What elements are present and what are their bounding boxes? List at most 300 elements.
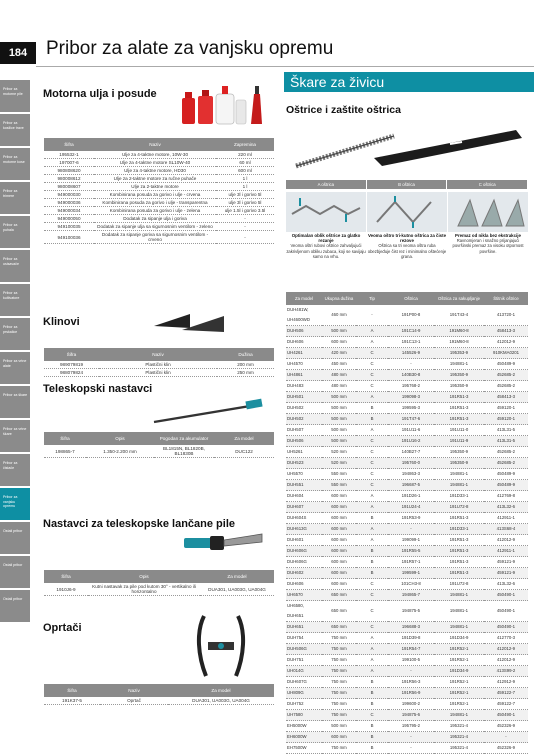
table-cell: 194881-1 <box>434 590 484 601</box>
table-row <box>44 215 274 223</box>
table-cell: 101CH3-8 <box>388 579 434 590</box>
table-cell: 191R56-3 <box>388 677 434 688</box>
table-cell: 450490-1 <box>484 710 528 721</box>
table-cell: 191U11-6 <box>388 425 434 436</box>
table-cell: DUH502 <box>286 414 322 425</box>
table-cell: DUH601 <box>286 535 322 546</box>
table-cell: 195321-4 <box>434 732 484 743</box>
table-cell: DUH613G <box>286 524 322 535</box>
table-cell: Dodatak za sipanje ulja i goriva <box>94 215 216 223</box>
wedges-section-title: Klinovi <box>43 316 80 328</box>
table-cell: 194881-1 <box>434 469 484 480</box>
table-cell: 140B27-7 <box>388 447 434 458</box>
table-cell: 195353-9 <box>434 348 484 359</box>
table-cell: 191R52-1 <box>434 655 484 666</box>
table-cell: - <box>484 732 528 743</box>
table-cell: 600 ml <box>216 167 274 175</box>
table-cell: 450489-9 <box>484 480 528 491</box>
table-cell: 195532-1 <box>44 151 94 159</box>
table-cell: 459122-7 <box>484 699 528 710</box>
table-cell: 452685-2 <box>484 381 528 392</box>
table-cell: 191P00-8 <box>388 305 434 326</box>
table-cell: B <box>356 721 388 732</box>
table-row <box>286 326 528 337</box>
table-cell: Plastični klin <box>99 361 217 369</box>
table-cell: EH7500W <box>286 743 322 754</box>
table-cell: 600 mm <box>322 513 356 524</box>
table-cell: 650 mm <box>322 622 356 633</box>
table-cell: C <box>356 359 388 370</box>
table-cell: 195350-9 <box>434 458 484 469</box>
table-row <box>44 445 274 458</box>
table-cell: UH4570 <box>286 359 322 370</box>
table-cell: EH5000W <box>286 721 322 732</box>
table-cell: 191U16-2 <box>388 436 434 447</box>
table-row <box>44 583 274 596</box>
table-cell: B <box>356 513 388 524</box>
table-cell: 459122-7 <box>484 688 528 699</box>
page-title: Pribor za alate za vanjsku opremu <box>46 38 334 59</box>
table-cell: 500 mm <box>322 721 356 732</box>
side-tab-item[interactable]: Pribor za čistače <box>0 454 30 487</box>
table-cell: 949000036 <box>44 199 94 207</box>
table-cell: UH809G <box>286 688 322 699</box>
side-tab-item[interactable]: Pribor za kultivatore <box>0 284 30 317</box>
table-cell: 500 mm <box>322 403 356 414</box>
table-cell: ulje 1.5l i gorivo 3.5l <box>216 207 274 215</box>
side-tab-item[interactable]: Pribor za puhala <box>0 216 30 249</box>
table-row <box>286 436 528 447</box>
table-cell: 458413-3 <box>484 326 528 337</box>
table-cell: 1.350-2.200 mm <box>86 445 154 458</box>
table-cell: 191R57-1 <box>388 557 434 568</box>
title-divider <box>36 66 534 67</box>
table-cell: C <box>356 370 388 381</box>
table-cell: 1910J6-9 <box>44 583 88 596</box>
table-cell: 949000034 <box>44 207 94 215</box>
table-cell: 194881-1 <box>434 601 484 622</box>
table-cell: C <box>356 590 388 601</box>
table-row <box>286 699 528 710</box>
table-row <box>286 305 528 326</box>
table-cell: 191D39-8 <box>388 633 434 644</box>
table-cell: B <box>356 403 388 414</box>
table-cell: 191U11-9 <box>434 436 484 447</box>
table-cell: 195350-9 <box>434 381 484 392</box>
table-row <box>44 175 274 183</box>
table-cell: 197007-6 <box>44 159 94 167</box>
table-row <box>286 622 528 633</box>
table-cell: DUH651 <box>286 622 322 633</box>
table-cell: DUH606 <box>286 337 322 348</box>
blade-type-c: C oštrica <box>447 180 528 189</box>
table-cell: 194881-1 <box>434 359 484 370</box>
table-cell: 450490-1 <box>484 601 528 622</box>
table-cell: 191R55-5 <box>388 546 434 557</box>
table-cell: Ulje za 2-taktne motore za ručne puhače <box>94 175 216 183</box>
table-cell: C <box>356 447 388 458</box>
blade-type-b: B oštrica <box>367 180 448 189</box>
table-cell: 412911-1 <box>484 513 528 524</box>
table-cell: 459120-1 <box>484 414 528 425</box>
table-row <box>286 601 528 622</box>
table-cell: 195350-9 <box>434 447 484 458</box>
table-cell: 191D33-1 <box>434 524 484 535</box>
table-cell: 195321-4 <box>434 743 484 754</box>
table-row <box>286 655 528 666</box>
table-row <box>286 480 528 491</box>
table-cell: 196688-3 <box>388 622 434 633</box>
table-cell: C <box>356 579 388 590</box>
table-row <box>286 677 528 688</box>
table-row <box>286 513 528 524</box>
table-header-cell: Za model <box>214 432 274 445</box>
table-cell: 600 mm <box>322 491 356 502</box>
table-cell: EH6000W <box>286 732 322 743</box>
table-cell: 500 mm <box>322 425 356 436</box>
table-cell: 191D33-1 <box>434 491 484 502</box>
table-header-cell: Zapremina <box>216 138 274 151</box>
table-cell: 750 mm <box>322 633 356 644</box>
table-row <box>286 535 528 546</box>
table-cell: 450 mm <box>322 359 356 370</box>
table-cell: B <box>356 568 388 579</box>
table-cell: 520 mm <box>322 447 356 458</box>
table-cell: C <box>356 458 388 469</box>
table-cell: - <box>388 666 434 677</box>
table-cell: 220 ml <box>216 151 274 159</box>
table-cell: 191R52-1 <box>434 699 484 710</box>
harness-image <box>186 612 256 680</box>
table-cell: DUH502 <box>286 403 322 414</box>
page-number: 184 <box>0 42 36 64</box>
side-tab-item[interactable]: Ostali pribor <box>0 522 30 555</box>
table-cell: 949000030 <box>44 191 94 199</box>
table-row <box>286 721 528 732</box>
table-cell: 196687-5 <box>388 480 434 491</box>
table-row <box>286 392 528 403</box>
table-cell: A <box>356 337 388 348</box>
table-cell: 1 l <box>216 183 274 191</box>
table-cell: 500 mm <box>322 326 356 337</box>
table-cell: 195350-9 <box>434 370 484 381</box>
side-tab-item[interactable]: Pribor za škare <box>0 386 30 419</box>
table-cell: UH5261 <box>286 447 322 458</box>
side-tab-item[interactable]: Ostali pribor <box>0 556 30 589</box>
table-cell: 198865-7 <box>44 445 86 458</box>
table-cell: B <box>356 546 388 557</box>
table-header-cell: Za model <box>168 684 274 697</box>
table-cell: 989079819 <box>44 361 99 369</box>
table-cell: 520 mm <box>322 458 356 469</box>
table-cell: 191D34-9 <box>434 666 484 677</box>
table-cell: - <box>388 732 434 743</box>
table-row <box>286 688 528 699</box>
table-cell: Kutni nastavak za pile pod kutom 30° - vertikalno ili horizontalno <box>88 583 200 596</box>
table-cell: 194875-5 <box>388 601 434 622</box>
table-row <box>286 666 528 677</box>
table-cell: 452326-9 <box>484 743 528 754</box>
table-row <box>286 348 528 359</box>
table-row <box>286 469 528 480</box>
table-cell: 550 mm <box>322 480 356 491</box>
table-cell: 199595-3 <box>388 403 434 414</box>
table-cell: A <box>356 644 388 655</box>
table-cell: 500 mm <box>322 392 356 403</box>
table-cell: 413L31-5 <box>484 425 528 436</box>
blade-c-text: Premaz od nikla bez ekstrakcije Ravnomjeran i snažno prijanjajući površinski premaz za visoku otpornost površine. <box>452 233 524 254</box>
table-cell: 600 mm <box>322 579 356 590</box>
table-row <box>286 414 528 425</box>
table-cell: 191R51-3 <box>434 392 484 403</box>
table-cell: 412012-9 <box>484 337 528 348</box>
table-cell: UH5570 <box>286 469 322 480</box>
table-cell: B <box>356 732 388 743</box>
table-cell: B <box>356 677 388 688</box>
harness-section-title: Oprtači <box>43 622 82 634</box>
table-cell: 600 mm <box>322 524 356 535</box>
table-cell: Dodatak za sipanje goriva sa sigurnosnim ventilom - crveno <box>94 231 216 244</box>
table-cell: Dodatak za sipanje ulja sa sigurnosnim ventilom - zeleno <box>94 223 216 231</box>
table-cell: 194875-6 <box>388 710 434 721</box>
table-cell: DUH501 <box>286 392 322 403</box>
table-row <box>286 633 528 644</box>
table-cell: DUH754 <box>286 633 322 644</box>
table-cell: DUC122 <box>214 445 274 458</box>
table-cell: 60 ml <box>216 159 274 167</box>
table-cell: 600 mm <box>322 546 356 557</box>
table-cell: B <box>356 743 388 754</box>
table-cell: 191U11-0 <box>434 425 484 436</box>
table-row <box>44 199 274 207</box>
table-cell: 191R51-3 <box>434 568 484 579</box>
chainsaw-attachment-image <box>182 528 266 564</box>
side-tab-item[interactable]: Pribor za vrtne škare <box>0 420 30 453</box>
table-cell: 413L32-6 <box>484 502 528 513</box>
table-cell: 452685-2 <box>484 370 528 381</box>
table-cell: 194865-7 <box>388 590 434 601</box>
table-row <box>286 644 528 655</box>
table-cell: C <box>356 622 388 633</box>
blade-c-diagram <box>448 192 528 232</box>
table-cell: 413L32-6 <box>484 579 528 590</box>
table-cell: 600 mm <box>322 732 356 743</box>
pole-table <box>44 432 274 458</box>
table-cell: 194881-1 <box>434 622 484 633</box>
table-cell: 195795-2 <box>388 721 434 732</box>
table-cell: UH7580 <box>286 710 322 721</box>
table-cell: UH4261 <box>286 348 322 359</box>
table-cell: 191T43-4 <box>434 305 484 326</box>
table-cell: 194881-1 <box>434 710 484 721</box>
table-cell: 550 mm <box>322 469 356 480</box>
table-cell: 191R52-1 <box>434 688 484 699</box>
table-cell: 191R51-3 <box>434 513 484 524</box>
table-cell: 191C14-9 <box>388 326 434 337</box>
table-row <box>44 191 274 199</box>
table-cell: DUH752 <box>286 699 322 710</box>
table-cell: 750 mm <box>322 644 356 655</box>
hedge-banner: Škare za živicu <box>284 72 534 92</box>
side-tab-item[interactable]: Pribor za usisavače <box>0 250 30 283</box>
table-cell: 949100036 <box>44 231 94 244</box>
table-row <box>286 579 528 590</box>
table-cell: DUH507 <box>286 425 322 436</box>
table-cell: Kombinirana posuda za gorivo i ulje - transparentna <box>94 199 216 207</box>
table-row <box>286 546 528 557</box>
table-cell: A <box>356 666 388 677</box>
table-row <box>286 370 528 381</box>
table-cell: 191D26-1 <box>388 491 434 502</box>
table-cell: B <box>356 688 388 699</box>
table-cell: 199599-1 <box>388 568 434 579</box>
table-row <box>44 159 274 167</box>
table-row <box>44 369 274 377</box>
table-cell: DUH607G <box>286 677 322 688</box>
table-cell: DUH602 <box>286 568 322 579</box>
table-cell: 412912-9 <box>484 677 528 688</box>
blade-b-diagram <box>367 192 447 232</box>
table-cell: Ulje za 4-taktne motore SL10W-40 <box>94 159 216 167</box>
table-cell: 458413-3 <box>484 392 528 403</box>
table-cell: 412012-9 <box>484 535 528 546</box>
side-tab-item[interactable]: Pribor za prskalice <box>0 318 30 351</box>
table-header-cell: Šifra <box>44 684 100 697</box>
side-tab-item[interactable]: Pribor za motorne kose <box>0 148 30 181</box>
table-cell: 191C13-1 <box>388 337 434 348</box>
table-cell: 200 mm <box>217 361 274 369</box>
table-cell: 191R51-3 <box>434 557 484 568</box>
hedge-blade-table <box>286 292 528 754</box>
table-header-cell: Štitnik oštrice <box>484 292 528 305</box>
table-cell: UH6580, DUH651 <box>286 601 322 622</box>
table-cell: 988079824 <box>44 369 99 377</box>
table-cell: 191R52-1 <box>434 644 484 655</box>
hedge-blade-image <box>290 126 530 170</box>
chainsaw-pole-table <box>44 570 274 596</box>
table-cell: Kombinirana posuda za gorivo i ulje - zelena <box>94 207 216 215</box>
side-tab-item[interactable]: Pribor za vrtne alate <box>0 352 30 385</box>
side-tab-item[interactable]: Pribor za kosilice trave <box>0 114 30 147</box>
table-header-cell: Dužina <box>217 348 274 361</box>
table-cell: A <box>356 392 388 403</box>
blade-a-diagram <box>286 192 366 232</box>
table-cell: 949000050 <box>44 215 94 223</box>
table-cell: 412769-8 <box>484 491 528 502</box>
table-cell: 600 mm <box>322 337 356 348</box>
table-cell: DUH604 <box>286 491 322 502</box>
table-row <box>286 732 528 743</box>
table-row <box>286 491 528 502</box>
table-cell: 452326-9 <box>484 721 528 732</box>
table-cell: 600 mm <box>322 502 356 513</box>
table-cell: 140B30-8 <box>388 370 434 381</box>
table-cell: DUA301, UA003G, UA004G <box>200 583 274 596</box>
table-row <box>286 710 528 721</box>
table-cell: DUH606G <box>286 546 322 557</box>
table-cell: A <box>356 326 388 337</box>
table-cell: DUH551 <box>286 480 322 491</box>
pole-section-title: Teleskopski nastavci <box>43 383 153 395</box>
table-cell: 750 mm <box>322 677 356 688</box>
table-cell: B <box>356 414 388 425</box>
table-cell: Ulje za 4-taktne motore, HD30 <box>94 167 216 175</box>
table-cell: DUH607 <box>286 502 322 513</box>
hedge-subtitle: Oštrice i zaštite oštrica <box>286 104 401 116</box>
table-cell: A <box>356 425 388 436</box>
table-cell: ulje 3l i gorivo 5l <box>216 199 274 207</box>
table-cell: B <box>356 699 388 710</box>
table-cell: - <box>216 223 274 231</box>
table-cell: B <box>356 557 388 568</box>
table-cell: 191U24-4 <box>388 502 434 513</box>
table-cell: 480 mm <box>322 370 356 381</box>
table-cell: - <box>388 743 434 754</box>
table-row <box>286 337 528 348</box>
table-cell: A <box>356 502 388 513</box>
table-cell: 413S68-4 <box>484 524 528 535</box>
table-cell: 195768-2 <box>388 381 434 392</box>
table-cell: 191K37-5 <box>44 697 100 705</box>
table-row <box>286 403 528 414</box>
table-cell: DUH481W, UH4600WD <box>286 305 322 326</box>
table-cell: - <box>388 524 434 535</box>
table-cell: 412770-3 <box>484 633 528 644</box>
table-header-cell: Opis <box>88 570 200 583</box>
table-cell: 600 mm <box>322 557 356 568</box>
table-cell: 191R51-3 <box>434 546 484 557</box>
table-cell: 194881-1 <box>434 480 484 491</box>
table-cell: 199099-1 <box>388 535 434 546</box>
table-cell: 750 mm <box>322 655 356 666</box>
blade-type-bars <box>286 180 528 189</box>
table-cell: 191R51-3 <box>434 535 484 546</box>
table-cell: A <box>356 491 388 502</box>
table-row <box>286 743 528 754</box>
side-tab-item[interactable]: Pribor za vanjsku opremu <box>0 488 30 521</box>
table-cell: 191R51-3 <box>434 403 484 414</box>
table-cell: 750 mm <box>322 743 356 754</box>
table-cell: 413720-1 <box>484 305 528 326</box>
table-cell: 145526-9 <box>388 348 434 359</box>
side-tab-item[interactable]: Ostali pribor <box>0 590 30 623</box>
table-cell: 195760-0 <box>388 458 434 469</box>
table-cell: 412012-9 <box>484 655 528 666</box>
table-cell: C <box>356 469 388 480</box>
table-cell: 450489-9 <box>484 469 528 480</box>
table-header-cell: Šifra <box>44 432 86 445</box>
table-cell: 191U72-8 <box>434 502 484 513</box>
table-cell: 450489-9 <box>484 359 528 370</box>
table-row <box>286 425 528 436</box>
side-tab-item[interactable]: Pribor za trimere <box>0 182 30 215</box>
table-cell: 480 mm <box>322 381 356 392</box>
table-cell: DUH506 <box>286 436 322 447</box>
blade-b-text: Veoma oštro tri-kutno oštrica za čiste rezove Oštrica sa tri veoma oštra ruba obezbjeđuje čist rez i minimalno oštećenje grana. <box>367 233 447 259</box>
table-cell: 452685-2 <box>484 447 528 458</box>
table-row <box>44 151 274 159</box>
table-cell: 194863-3 <box>388 469 434 480</box>
table-cell: 191M60-8 <box>434 326 484 337</box>
table-cell: 600 mm <box>322 535 356 546</box>
table-header-cell: Oštrica <box>388 292 434 305</box>
table-cell: C <box>356 348 388 359</box>
table-cell: 250 mm <box>217 369 274 377</box>
side-tab-item[interactable]: Pribor za motorne pile <box>0 80 30 113</box>
table-cell: 191M60-8 <box>434 337 484 348</box>
blade-a-text: Optimalan oblik oštrice za glatko rezanje Veoma oštri rubovi oštrice zahvaljujući zakrivljenom obliku zubaca, koji se savijaju samo na vrhu. <box>286 233 366 259</box>
table-cell: 949100035 <box>44 223 94 231</box>
